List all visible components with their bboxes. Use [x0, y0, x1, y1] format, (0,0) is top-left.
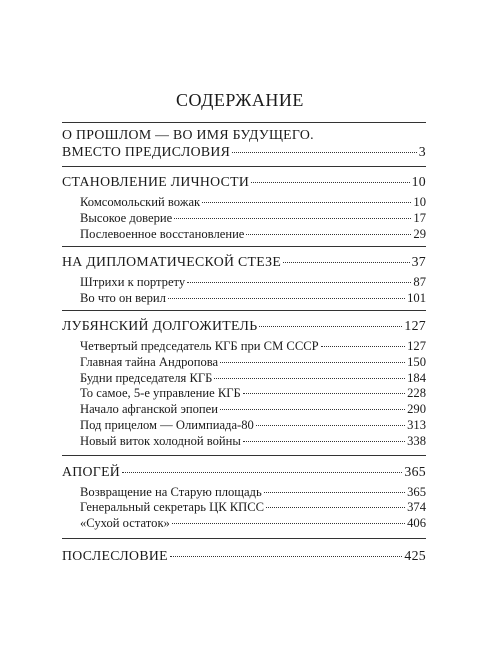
toc-page-number: 150 [407, 354, 426, 369]
toc-page-number: 101 [407, 291, 426, 306]
toc-item[interactable] [62, 485, 426, 501]
toc-heading-label: АПОГЕЙ [62, 463, 121, 479]
toc-page-number: 374 [407, 500, 426, 515]
toc-page-number: 406 [407, 516, 426, 531]
toc-page-number: 313 [407, 417, 426, 432]
toc-section-diplomatic [62, 246, 426, 307]
dot-leader [172, 523, 405, 524]
toc-page-number: 228 [407, 386, 426, 401]
toc-item[interactable] [62, 291, 426, 307]
toc-heading-label: СТАНОВЛЕНИЕ ЛИЧНОСТИ [62, 174, 250, 189]
toc-section-heading[interactable] [62, 143, 426, 160]
dot-leader [187, 282, 411, 283]
toc-page-number: 10 [411, 174, 426, 189]
toc-heading-label: ВМЕСТО ПРЕДИСЛОВИЯ [62, 144, 231, 159]
dot-leader [266, 507, 405, 508]
toc-item-label: Возвращение на Старую площадь [80, 484, 262, 499]
toc-page-number: 3 [418, 144, 426, 159]
dot-leader [321, 346, 405, 347]
dot-leader [283, 262, 410, 263]
dot-leader [202, 202, 411, 203]
toc-section-heading[interactable] [62, 253, 426, 270]
toc-item[interactable] [62, 275, 426, 291]
dot-leader [168, 298, 405, 299]
dot-leader [243, 393, 405, 394]
toc-item-label: Главная тайна Андропова [80, 354, 219, 369]
table-of-contents [62, 122, 426, 564]
toc-item[interactable] [62, 339, 426, 355]
toc-section-heading[interactable] [62, 173, 426, 190]
toc-section-preface [62, 122, 426, 160]
toc-item[interactable] [62, 355, 426, 371]
toc-item-label: Высокое доверие [80, 210, 173, 225]
toc-item-label: Четвертый председатель КГБ при СМ СССР [80, 338, 319, 353]
dot-leader [264, 492, 405, 493]
toc-page-number: 10 [413, 195, 426, 209]
toc-section-heading-line1: О ПРОШЛОМ — ВО ИМЯ БУДУЩЕГО. [62, 127, 314, 142]
toc-page-number: 184 [407, 370, 426, 385]
toc-heading-label: ПОСЛЕСЛОВИЕ [62, 547, 168, 563]
toc-item-label: Новый виток холодной войны [80, 433, 241, 448]
toc-section-apogee [62, 455, 426, 532]
dot-leader [259, 326, 402, 327]
toc-item-label: Во что он верил [80, 291, 166, 306]
toc-item[interactable] [62, 516, 426, 532]
toc-item[interactable] [62, 418, 426, 434]
toc-item[interactable] [62, 386, 426, 402]
toc-item[interactable] [62, 371, 426, 387]
dot-leader [170, 556, 403, 557]
dot-leader [214, 378, 405, 379]
page-title: СОДЕРЖАНИЕ [176, 90, 304, 110]
toc-item[interactable] [62, 227, 426, 243]
toc-heading-label: НА ДИПЛОМАТИЧЕСКОЙ СТЕЗЕ [62, 254, 282, 270]
toc-item[interactable] [62, 402, 426, 418]
toc-heading-label: ЛУБЯНСКИЙ ДОЛГОЖИТЕЛЬ [62, 317, 258, 333]
toc-page-number: 365 [404, 463, 426, 479]
toc-item-label: Начало афганской эпопеи [80, 402, 218, 417]
toc-item-label: Послевоенное восстановление [80, 226, 245, 241]
toc-item-label: Будни председателя КГБ [80, 370, 213, 385]
dot-leader [220, 409, 405, 410]
dot-leader [251, 182, 410, 183]
dot-leader [220, 362, 405, 363]
dot-leader [246, 234, 411, 235]
toc-page-number: 17 [413, 210, 426, 225]
toc-item[interactable] [62, 195, 426, 211]
toc-item-label: То самое, 5-е управление КГБ [80, 386, 241, 401]
toc-page-number: 338 [407, 433, 426, 448]
toc-page-number: 87 [413, 275, 426, 290]
dot-leader [243, 441, 405, 442]
dot-leader [174, 218, 411, 219]
toc-item-label: Генеральный секретарь ЦК КПСС [80, 500, 265, 515]
toc-page-number: 365 [407, 484, 426, 499]
toc-item-label: Комсомольский вожак [80, 195, 201, 209]
toc-item[interactable] [62, 434, 426, 450]
dot-leader [122, 472, 402, 473]
toc-section-personality [62, 166, 426, 242]
toc-page-number: 290 [407, 402, 426, 417]
toc-item-label: «Сухой остаток» [80, 516, 170, 531]
dot-leader [256, 425, 405, 426]
toc-section-heading[interactable] [62, 547, 426, 564]
toc-page-number: 425 [404, 547, 426, 563]
toc-section-afterword [62, 538, 426, 564]
dot-leader [232, 152, 417, 153]
toc-item-label: Штрихи к портрету [80, 275, 186, 290]
toc-section-lubyanka [62, 310, 426, 450]
toc-page-number: 127 [404, 317, 426, 333]
toc-page-number: 37 [411, 254, 426, 270]
toc-item[interactable] [62, 500, 426, 516]
toc-section-heading[interactable] [62, 317, 426, 334]
toc-page-number: 127 [407, 338, 426, 353]
toc-item-label: Под прицелом — Олимпиада-80 [80, 417, 254, 432]
toc-section-heading[interactable] [62, 463, 426, 480]
toc-page-number: 29 [413, 226, 426, 241]
toc-item[interactable] [62, 211, 426, 227]
